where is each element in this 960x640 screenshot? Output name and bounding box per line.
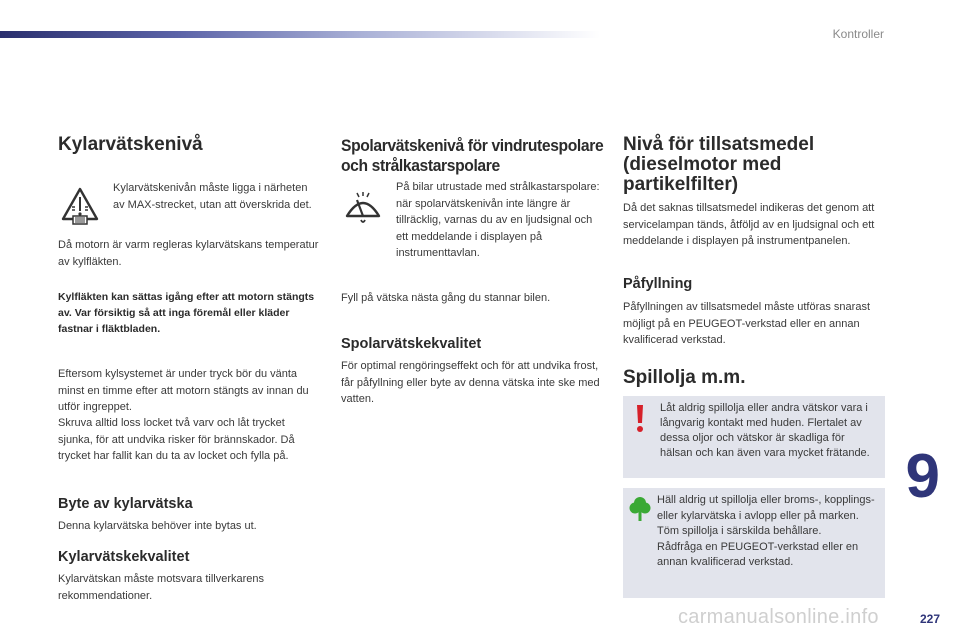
coolant-p2: Eftersom kylsystemet är under tryck bör du vänta minst en timme efter att motorn stängts av innan du utför ingreppet.	[58, 368, 309, 413]
coolant-title: Kylarvätskenivå	[58, 134, 203, 155]
coolant-icon-note: Kylarvätskenivån måste ligga i närheten av MAX-strecket, utan att överskrida det.	[113, 182, 312, 211]
health-warning-note	[623, 396, 885, 478]
coolant-quality-text: Kylarvätskan måste motsvara tillverkarens rekommendationer.	[58, 573, 265, 602]
environment-text-c: Rådfråga en PEUGEOT-verkstad eller en annan kvalificerad verkstad.	[657, 540, 859, 568]
additive-p1: Då det saknas tillsatsmedel indikeras det genom att servicelampan tänds, åtföljd av en ljudsignal och ett meddelande i displayen på instrumentpanelen.	[623, 202, 875, 247]
column-coolant	[58, 135, 320, 155]
washer-quality-text: För optimal rengöringseffekt och för att undvika frost, får påfyllning eller byte av denna vätska inte ske med vatten.	[341, 360, 600, 405]
coolant-change-heading: Byte av kylarvätska	[58, 496, 193, 512]
coolant-p3: Skruva alltid loss locket två varv och låt trycket sjunka, för att undvika risker för brännskador. Då trycket har fallit kan du ta av locket och fylla på.	[58, 417, 295, 462]
washer-title-line1: Spolarvätskenivå för vindrutespolare	[341, 136, 604, 155]
additive-title-line3: partikelfilter)	[623, 174, 739, 195]
washer-icon-note: På bilar utrustade med strålkastarspolare: när spolarvätskenivån inte längre är tillräcklig, varnas du av en ljudsignal och ett meddelande i displayen på instrumenttavlan.	[396, 181, 600, 259]
coolant-warning-icon	[58, 183, 102, 227]
coolant-warning-text: Kylfläkten kan sättas igång efter att motorn stängts av. Var försiktig så att inga föremål eller kläder fastnar i fläktbladen.	[58, 291, 315, 335]
refill-heading: Påfyllning	[623, 276, 693, 292]
environment-note	[623, 488, 885, 598]
coolant-quality-heading: Kylarvätskekvalitet	[58, 549, 190, 565]
washer-fluid-icon	[341, 186, 385, 230]
washer-p1: Fyll på vätska nästa gång du stannar bilen.	[341, 292, 551, 304]
environment-text-a: Häll aldrig ut spillolja eller broms-, kopplings- eller kylarvätska i avlopp eller på marken.	[657, 494, 875, 522]
additive-title	[623, 135, 893, 195]
health-warning-text: Låt aldrig spillolja eller andra vätskor vara i långvarig kontakt med huden. Flertalet av dessa oljor och vätskor är skadliga för hälsan och kan även vara mycket frätande.	[660, 402, 870, 459]
watermark: carmanualsonline.info	[678, 606, 879, 628]
additive-title-line1: Nivå för tillsatsmedel	[623, 134, 815, 155]
chapter-number: 9	[905, 442, 940, 511]
additive-title-line2: (dieselmotor med	[623, 154, 782, 175]
washer-title	[341, 136, 626, 176]
section-label: Kontroller	[832, 27, 884, 41]
waste-oil-heading: Spillolja m.m.	[623, 367, 746, 388]
coolant-change-text: Denna kylarvätska behöver inte bytas ut.	[58, 520, 257, 532]
page-number: 227	[919, 612, 940, 626]
header-gradient-bar	[0, 31, 600, 38]
tree-icon	[629, 496, 651, 522]
washer-quality-heading: Spolarvätskekvalitet	[341, 336, 482, 352]
coolant-p1: Då motorn är varm regleras kylarvätskans temperatur av kylfläkten.	[58, 239, 319, 268]
exclamation-icon	[633, 404, 647, 434]
environment-text-b: Töm spillolja i särskilda behållare.	[657, 525, 822, 537]
washer-title-line2: och strålkastarspolare	[341, 156, 500, 175]
refill-text: Påfyllningen av tillsatsmedel måste utföras snarast möjligt på en PEUGEOT-verkstad eller en annan kvalificerad verkstad.	[623, 301, 871, 346]
